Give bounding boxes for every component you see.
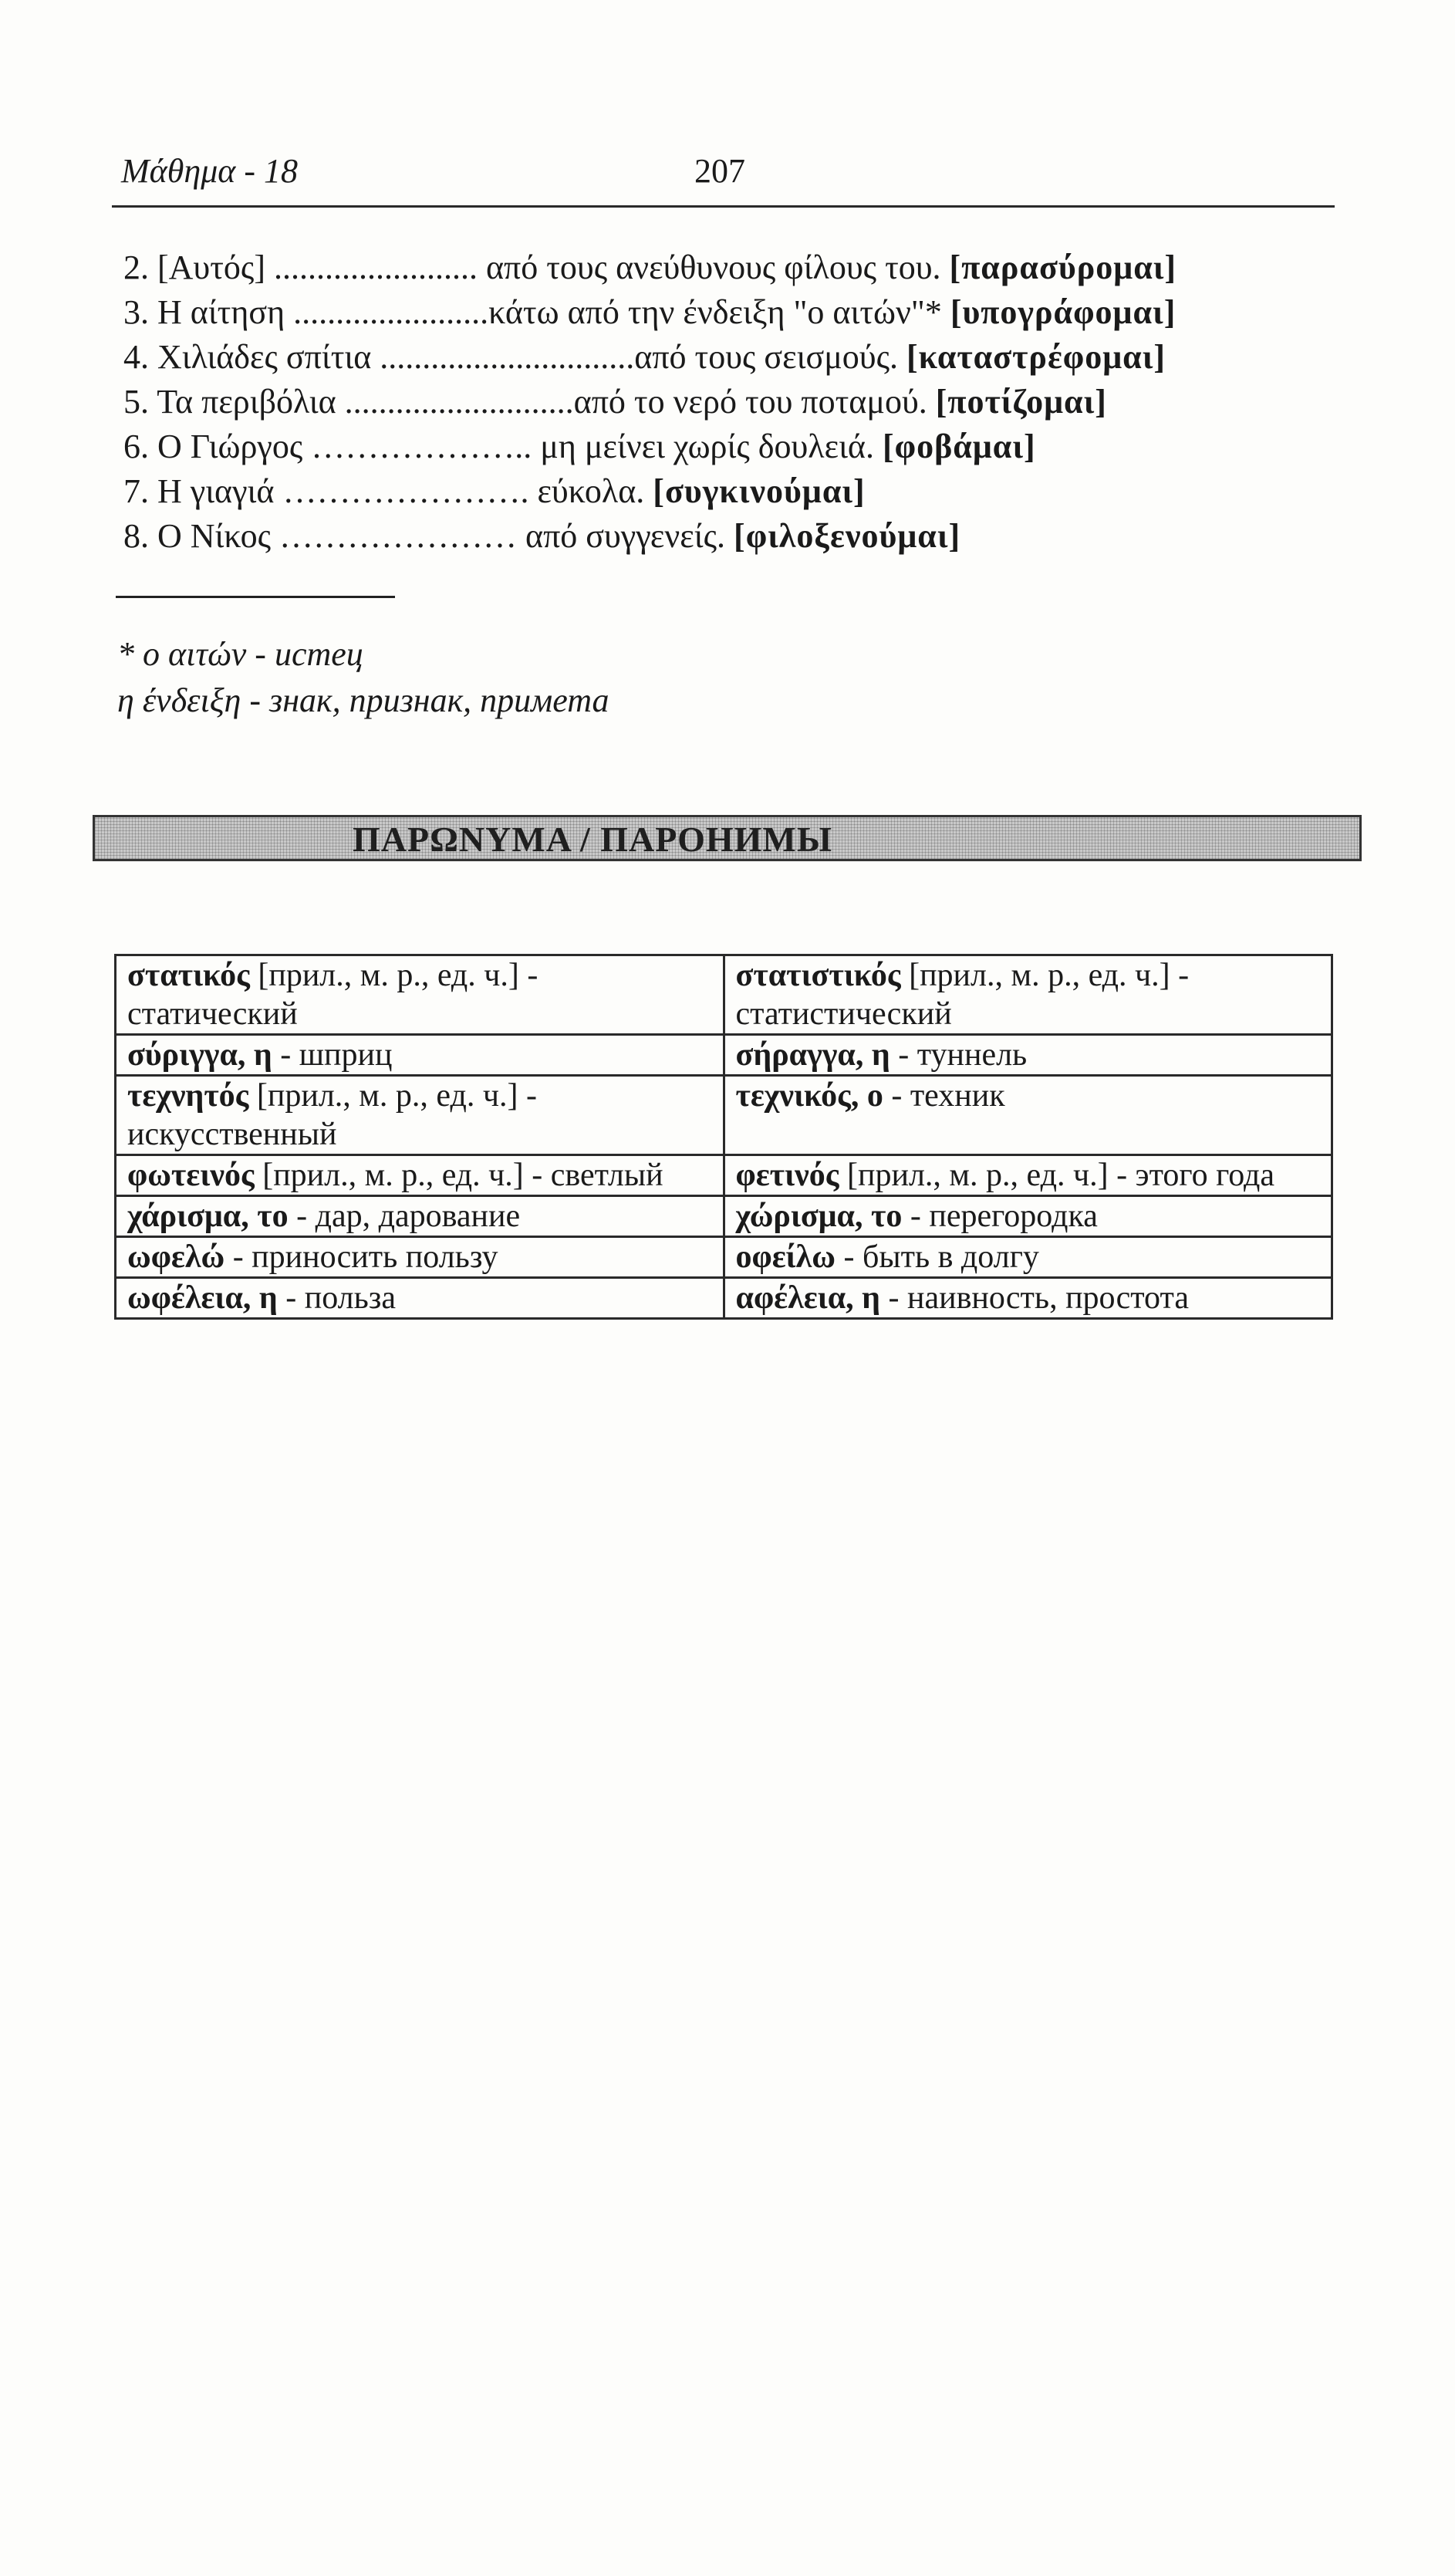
table-cell <box>116 1076 724 1155</box>
cell-translation: [прил., м. р., ед. ч.] - статический <box>127 958 538 1032</box>
paronyms-table <box>114 954 1333 1320</box>
exercise-line <box>123 424 1373 469</box>
footnote-divider <box>116 596 395 598</box>
cell-term: τεχνητός <box>127 1078 249 1114</box>
cell-translation: - туннель <box>890 1037 1028 1073</box>
cell-term: οφείλω <box>735 1239 836 1275</box>
exercise-verb: [καταστρέφομαι] <box>906 338 1166 376</box>
exercise-line <box>123 380 1373 424</box>
table-row <box>116 1076 1332 1155</box>
cell-term: τεχνικός, ο <box>735 1078 883 1114</box>
table-cell <box>116 1237 724 1278</box>
exercise-verb: [υπογράφομαι] <box>950 293 1176 331</box>
table-cell <box>116 1035 724 1076</box>
cell-translation: [прил., м. р., ед. ч.] - светлый <box>254 1158 663 1193</box>
table-row <box>116 1196 1332 1237</box>
exercise-text: 6. Ο Γιώργος ……………….. μη μείνει χωρίς δουλειά. <box>123 428 883 465</box>
exercise-list <box>123 245 1373 559</box>
table-cell <box>724 1076 1332 1155</box>
cell-translation: [прил., м. р., ед. ч.] - искусственный <box>127 1078 537 1152</box>
exercise-line <box>123 290 1373 335</box>
table-cell <box>724 1278 1332 1319</box>
cell-term: σύριγγα, η <box>127 1037 272 1073</box>
cell-term: φετινός <box>735 1158 839 1193</box>
table-cell <box>724 1155 1332 1196</box>
table-cell <box>116 1278 724 1319</box>
exercise-verb: [συγκινούμαι] <box>653 472 866 510</box>
cell-translation: - наивность, простота <box>879 1280 1189 1316</box>
table-cell <box>724 955 1332 1035</box>
cell-translation: [прил., м. р., ед. ч.] - этого года <box>839 1158 1275 1193</box>
footnote <box>117 631 609 724</box>
exercise-verb: [φοβάμαι] <box>882 428 1036 465</box>
exercise-verb: [φιλοξενούμαι] <box>734 517 961 555</box>
cell-translation: [прил., м. р., ед. ч.] - статистический <box>735 958 1190 1032</box>
exercise-text: 5. Τα περιβόλια ...........................από το νερό του ποταμού. <box>123 383 936 421</box>
table-row <box>116 1155 1332 1196</box>
exercise-line <box>123 514 1373 559</box>
cell-term: ωφέλεια, η <box>127 1280 278 1316</box>
footnote-line: * ο αιτών - истец <box>117 635 363 673</box>
cell-translation: - техник <box>883 1078 1005 1114</box>
cell-translation: - приносить пользу <box>224 1239 498 1275</box>
exercise-text: 7. Η γιαγιά …………………. εύκολα. <box>123 472 653 510</box>
table-cell <box>724 1035 1332 1076</box>
table-row <box>116 1035 1332 1076</box>
table-cell <box>116 1196 724 1237</box>
table-cell <box>116 955 724 1035</box>
footnote-line: η ένδειξη - знак, признак, примета <box>117 681 609 719</box>
cell-term: φωτεινός <box>127 1158 255 1193</box>
table-row <box>116 1237 1332 1278</box>
cell-translation: - перегородка <box>902 1198 1098 1234</box>
table-cell <box>724 1196 1332 1237</box>
table-cell <box>724 1237 1332 1278</box>
cell-translation: - шприц <box>272 1037 393 1073</box>
exercise-line <box>123 245 1373 290</box>
exercise-text: 4. Χιλιάδες σπίτια ..............................από τους σεισμούς. <box>123 338 906 376</box>
exercise-line <box>123 335 1373 380</box>
cell-term: στατικός <box>127 958 250 993</box>
exercise-verb: [παρασύρομαι] <box>949 248 1177 286</box>
lesson-label: Μάθημα - 18 <box>121 152 299 190</box>
section-title: ΠΑΡΩΝΥΜΑ / ПАРОНИМЫ <box>352 820 832 859</box>
cell-translation: - польза <box>277 1280 397 1316</box>
table-cell <box>116 1155 724 1196</box>
cell-term: ωφελώ <box>127 1239 225 1275</box>
exercise-text: 2. [Αυτός] ........................ από τους ανεύθυνους φίλους του. <box>123 248 950 286</box>
cell-term: αφέλεια, η <box>735 1280 880 1316</box>
running-header <box>112 147 1335 208</box>
exercise-line <box>123 469 1373 514</box>
cell-term: σήραγγα, η <box>735 1037 890 1073</box>
table-row <box>116 955 1332 1035</box>
cell-term: στατιστικός <box>735 958 901 993</box>
table-row <box>116 1278 1332 1319</box>
cell-translation: - быть в долгу <box>836 1239 1039 1275</box>
section-banner <box>93 815 1362 861</box>
cell-term: χώρισμα, το <box>735 1198 903 1234</box>
page-number: 207 <box>694 152 745 190</box>
exercise-text: 3. Η αίτηση .......................κάτω από την ένδειξη "ο αιτών"* <box>123 293 950 331</box>
exercise-verb: [ποτίζομαι] <box>935 383 1107 421</box>
cell-term: χάρισμα, το <box>127 1198 289 1234</box>
cell-translation: - дар, дарование <box>288 1198 521 1234</box>
exercise-text: 8. Ο Νίκος ………………… από συγγενείς. <box>123 517 734 555</box>
